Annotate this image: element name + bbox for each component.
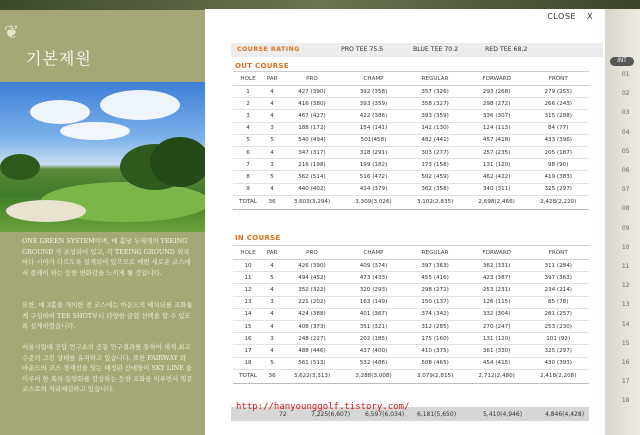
total-cell: 2,418(2,208) xyxy=(527,369,589,383)
table-cell: 257 (235) xyxy=(466,146,528,158)
table-cell: 393 (359) xyxy=(404,110,466,122)
grand-total-forward: 5,410(4,946) xyxy=(483,411,523,418)
table-row xyxy=(233,122,589,134)
grand-total-pro: 7,225(6,607) xyxy=(311,411,351,418)
table-cell: 361 (330) xyxy=(466,345,528,357)
table-cell: 163 (149) xyxy=(343,296,405,308)
table-cell: 422 (386) xyxy=(343,110,405,122)
table-cell: 3 xyxy=(263,296,281,308)
table-cell: 131 (120) xyxy=(466,333,528,345)
table-cell: 318 (291) xyxy=(343,146,405,158)
table-cell: 392 (358) xyxy=(343,86,405,98)
ornament-icon: ❦ xyxy=(4,22,20,43)
tab-hole-09[interactable]: 09 xyxy=(622,225,630,232)
column-header: PAR xyxy=(263,72,281,86)
table-cell: 5 xyxy=(263,134,281,146)
column-header: FRONT xyxy=(527,72,589,86)
table-cell: 15 xyxy=(233,320,263,332)
total-cell: TOTAL xyxy=(233,195,263,209)
table-cell: 397 (363) xyxy=(527,272,589,284)
table-cell: 5 xyxy=(263,272,281,284)
table-cell: 2 xyxy=(233,98,263,110)
table-cell: 401 (367) xyxy=(343,308,405,320)
table-cell: 202 (185) xyxy=(343,333,405,345)
tab-hole-01[interactable]: 01 xyxy=(622,72,630,78)
table-cell: 234 (214) xyxy=(527,284,589,296)
tab-hole-17[interactable]: 17 xyxy=(622,379,630,386)
table-row xyxy=(233,357,589,369)
total-cell: 3,079(2,815) xyxy=(404,369,466,383)
table-row xyxy=(233,272,589,284)
pro-tee-rating: PRO TEE 75.5 xyxy=(341,46,384,53)
table-row xyxy=(233,333,589,345)
table-cell: 409 (374) xyxy=(343,260,405,272)
total-cell: 36 xyxy=(263,195,281,209)
table-cell: 532 (486) xyxy=(343,357,405,369)
total-row xyxy=(233,195,589,209)
table-cell: 298 (272) xyxy=(466,98,528,110)
table-cell: 4 xyxy=(263,260,281,272)
watermark-url: http://hanyounggolf.tistory.com/ xyxy=(236,402,410,412)
table-cell: 482 (441) xyxy=(404,134,466,146)
table-cell: 5 xyxy=(233,134,263,146)
table-cell: 362 (358) xyxy=(404,183,466,195)
table-cell: 437 (400) xyxy=(343,345,405,357)
grand-total-front: 4,846(4,428) xyxy=(545,411,585,418)
table-cell: 430 (393) xyxy=(527,357,589,369)
table-cell: 270 (247) xyxy=(466,320,528,332)
table-cell: 4 xyxy=(263,345,281,357)
table-cell: 423 (387) xyxy=(466,272,528,284)
column-header: REGULAR xyxy=(404,246,466,260)
table-cell: 332 (304) xyxy=(466,308,528,320)
table-cell: 175 (160) xyxy=(404,333,466,345)
table-cell: 9 xyxy=(233,183,263,195)
table-cell: 126 (115) xyxy=(466,296,528,308)
table-cell: 440 (402) xyxy=(281,183,343,195)
table-cell: 312 (285) xyxy=(404,320,466,332)
table-cell: 188 (172) xyxy=(281,122,343,134)
intro-paragraph-3: 서울시립대 전답 연구소의 공동 연구결과를 통하여 세계 최고 수준의 그린 상태를 유지하고 있습니다. 또한 FAIRWAY 와 마운드의 코스 경계선을 잇는 해정된 산데들이 SKY LINE 을 이루어 한 폭의 동양화를 감상하는 듯한 조화를 이루면서 명문코스로의 자리매김하고 있습니다. xyxy=(22,343,193,394)
table-cell: 205 (187) xyxy=(527,146,589,158)
table-cell: 154 (141) xyxy=(343,122,405,134)
table-cell: 540 (494) xyxy=(281,134,343,146)
table-cell: 4 xyxy=(263,110,281,122)
table-cell: 4 xyxy=(263,320,281,332)
table-row xyxy=(233,308,589,320)
table-cell: 1 xyxy=(233,86,263,98)
table-row xyxy=(233,98,589,110)
tab-hole-15[interactable]: 15 xyxy=(622,340,630,347)
table-cell: 4 xyxy=(263,284,281,296)
table-cell: 320 (293) xyxy=(343,284,405,296)
page-title: 기본제원 xyxy=(26,49,92,68)
table-cell: 253 (230) xyxy=(527,320,589,332)
tab-hole-16[interactable]: 16 xyxy=(622,360,630,366)
table-cell: 3 xyxy=(263,122,281,134)
table-cell: 150 (137) xyxy=(404,296,466,308)
table-cell: 281 (257) xyxy=(527,308,589,320)
table-cell: 17 xyxy=(233,345,263,357)
table-cell: 427 (390) xyxy=(281,86,343,98)
table-cell: 216 (198) xyxy=(281,159,343,171)
table-cell: 4 xyxy=(263,183,281,195)
column-header: HOLE xyxy=(233,246,263,260)
tab-hole-07[interactable]: 07 xyxy=(622,187,630,194)
total-cell: 2,428(2,220) xyxy=(527,195,589,209)
table-cell: 84 (77) xyxy=(527,122,589,134)
column-header: CHAMP xyxy=(343,72,405,86)
column-header: PAR xyxy=(263,246,281,260)
total-cell: 2,698(2,466) xyxy=(466,195,528,209)
table-row xyxy=(233,134,589,146)
table-cell: 358 (327) xyxy=(404,98,466,110)
column-header: PRO xyxy=(281,72,343,86)
table-cell: 433 (396) xyxy=(527,134,589,146)
table-cell: 199 (182) xyxy=(343,159,405,171)
total-cell: 2,712(2,480) xyxy=(466,369,528,383)
grand-total-par: 72 xyxy=(279,411,287,418)
table-cell: 562 (514) xyxy=(281,171,343,183)
table-cell: 4 xyxy=(263,98,281,110)
table-cell: 362 (331) xyxy=(466,260,528,272)
table-cell: 4 xyxy=(263,86,281,98)
table-cell: 357 (326) xyxy=(404,86,466,98)
left-panel xyxy=(0,10,205,435)
table-cell: 16 xyxy=(233,333,263,345)
in-course-title: IN COURSE xyxy=(235,234,281,242)
table-cell: 516 (472) xyxy=(343,171,405,183)
intro-paragraph-1: ONE GREEN SYSTEM이며, 매 홀당 두세개의 TEEING GROUND 가 조성되어 있고, 각 TEEING GROUND 위치마다 시야가 다르도록 설계되어 있으므로 매번 새로운 코스에서 플레이 하는 듯한 변화감을 느끼게 될 것입니다. xyxy=(22,237,191,277)
table-cell: 85 (78) xyxy=(527,296,589,308)
table-cell: 336 (307) xyxy=(466,110,528,122)
total-cell: 3,603(3,294) xyxy=(281,195,343,209)
table-row xyxy=(233,284,589,296)
intro-paragraph-2: 또한, 매 3홀을 개의한 전 코스에는 마운드의 배치되를 조화롭게 구성하여 TEE SHOT부터 다양한 클럽 선택을 할 수 있도록 설계하였습니다. xyxy=(22,301,193,331)
grand-total-champ: 6,597(6,034) xyxy=(365,411,405,418)
table-cell: 5 xyxy=(263,171,281,183)
close-icon[interactable]: X xyxy=(587,12,593,21)
course-rating-label: COURSE RATING xyxy=(237,46,300,53)
tab-hole-03[interactable]: 03 xyxy=(622,110,630,117)
golf-course-photo xyxy=(0,82,205,232)
table-cell: 561 (513) xyxy=(281,357,343,369)
tab-hole-02[interactable]: 02 xyxy=(622,91,630,98)
table-cell: 3 xyxy=(263,333,281,345)
close-button[interactable]: CLOSE xyxy=(547,12,576,21)
column-header: FRONT xyxy=(527,246,589,260)
total-row xyxy=(233,369,589,383)
table-cell: 315 (288) xyxy=(527,110,589,122)
table-cell: 352 (322) xyxy=(281,284,343,296)
grand-total-regular: 6,181(5,650) xyxy=(417,411,457,418)
table-cell: 424 (388) xyxy=(281,308,343,320)
table-cell: 473 (433) xyxy=(343,272,405,284)
table-cell: 124 (113) xyxy=(466,122,528,134)
table-cell: 414 (379) xyxy=(343,183,405,195)
table-row xyxy=(233,183,589,195)
table-cell: 12 xyxy=(233,284,263,296)
table-cell: 3 xyxy=(263,159,281,171)
table-cell: 11 xyxy=(233,272,263,284)
table-cell: 279 (255) xyxy=(527,86,589,98)
table-cell: 248 (227) xyxy=(281,333,343,345)
table-cell: 173 (158) xyxy=(404,159,466,171)
table-cell: 410 (375) xyxy=(404,345,466,357)
table-cell: 253 (231) xyxy=(466,284,528,296)
table-cell: 14 xyxy=(233,308,263,320)
table-row xyxy=(233,110,589,122)
out-course-title: OUT COURSE xyxy=(235,62,289,70)
total-cell: 3,309(3,026) xyxy=(343,195,405,209)
table-cell: 419 (383) xyxy=(527,171,589,183)
table-cell: 501(458) xyxy=(343,134,405,146)
hole-tab-list xyxy=(606,48,640,434)
course-rating-bar xyxy=(231,43,603,57)
table-row xyxy=(233,86,589,98)
table-cell: 98 (90) xyxy=(527,159,589,171)
table-cell: 488 (446) xyxy=(281,345,343,357)
table-cell: 311 (284) xyxy=(527,260,589,272)
table-cell: 4 xyxy=(263,308,281,320)
table-cell: 454 (415) xyxy=(466,357,528,369)
tab-hole-04[interactable]: 04 xyxy=(622,129,630,136)
table-cell: 293 (268) xyxy=(466,86,528,98)
table-cell: 467 (427) xyxy=(281,110,343,122)
table-cell: 4 xyxy=(233,122,263,134)
tab-intro[interactable]: INT xyxy=(610,57,634,66)
table-cell: 340 (311) xyxy=(466,183,528,195)
table-cell: 455 (416) xyxy=(404,272,466,284)
in-course-table xyxy=(233,245,589,384)
table-cell: 7 xyxy=(233,159,263,171)
blue-tee-rating: BLUE TEE 70.2 xyxy=(413,46,459,53)
table-cell: 351 (321) xyxy=(343,320,405,332)
table-cell: 426 (390) xyxy=(281,260,343,272)
red-tee-rating: RED TEE 68.2 xyxy=(485,46,528,53)
tab-hole-05[interactable]: 05 xyxy=(622,148,630,155)
table-cell: 5 xyxy=(263,357,281,369)
tab-hole-06[interactable]: 06 xyxy=(622,168,630,174)
table-cell: 462 (422) xyxy=(466,171,528,183)
table-cell: 101 (92) xyxy=(527,333,589,345)
tab-hole-11[interactable]: 11 xyxy=(622,264,630,270)
column-header: REGULAR xyxy=(404,72,466,86)
column-header: PRO xyxy=(281,246,343,260)
table-row xyxy=(233,296,589,308)
table-row xyxy=(233,159,589,171)
table-cell: 347 (317) xyxy=(281,146,343,158)
table-cell: 397 (363) xyxy=(404,260,466,272)
tab-hole-18[interactable]: 18 xyxy=(622,398,630,405)
table-cell: 508 (465) xyxy=(404,357,466,369)
table-cell: 325 (297) xyxy=(527,183,589,195)
table-cell: 3 xyxy=(233,110,263,122)
column-header: HOLE xyxy=(233,72,263,86)
total-cell: 36 xyxy=(263,369,281,383)
total-cell: TOTAL xyxy=(233,369,263,383)
table-cell: 393 (359) xyxy=(343,98,405,110)
table-cell: 494 (452) xyxy=(281,272,343,284)
table-cell: 4 xyxy=(263,146,281,158)
table-row xyxy=(233,345,589,357)
course-spec-panel xyxy=(205,9,605,435)
column-header: CHAMP xyxy=(343,246,405,260)
table-cell: 303 (277) xyxy=(404,146,466,158)
table-cell: 18 xyxy=(233,357,263,369)
table-cell: 266 (243) xyxy=(527,98,589,110)
table-cell: 142 (130) xyxy=(404,122,466,134)
table-cell: 325 (297) xyxy=(527,345,589,357)
tab-hole-12[interactable]: 12 xyxy=(622,283,630,290)
table-row xyxy=(233,320,589,332)
out-course-table xyxy=(233,71,589,210)
table-row xyxy=(233,171,589,183)
table-cell: 408 (373) xyxy=(281,320,343,332)
column-header: FORWARD xyxy=(466,246,528,260)
table-cell: 416 (380) xyxy=(281,98,343,110)
total-cell: 3,102(2,835) xyxy=(404,195,466,209)
close-control[interactable] xyxy=(539,12,593,21)
table-cell: 6 xyxy=(233,146,263,158)
tab-hole-13[interactable]: 13 xyxy=(622,302,630,309)
table-cell: 221 (202) xyxy=(281,296,343,308)
table-cell: 374 (342) xyxy=(404,308,466,320)
tab-hole-14[interactable]: 14 xyxy=(622,321,630,328)
table-cell: 10 xyxy=(233,260,263,272)
table-cell: 131 (120) xyxy=(466,159,528,171)
table-cell: 298 (272) xyxy=(404,284,466,296)
tab-hole-10[interactable]: 10 xyxy=(622,244,630,251)
total-cell: 3,288(3,008) xyxy=(343,369,405,383)
table-cell: 502 (459) xyxy=(404,171,466,183)
table-row xyxy=(233,260,589,272)
table-row xyxy=(233,146,589,158)
table-cell: 8 xyxy=(233,171,263,183)
table-cell: 13 xyxy=(233,296,263,308)
tab-hole-08[interactable]: 08 xyxy=(622,206,630,213)
table-cell: 457 (418) xyxy=(466,134,528,146)
total-cell: 3,622(3,313) xyxy=(281,369,343,383)
column-header: FORWARD xyxy=(466,72,528,86)
